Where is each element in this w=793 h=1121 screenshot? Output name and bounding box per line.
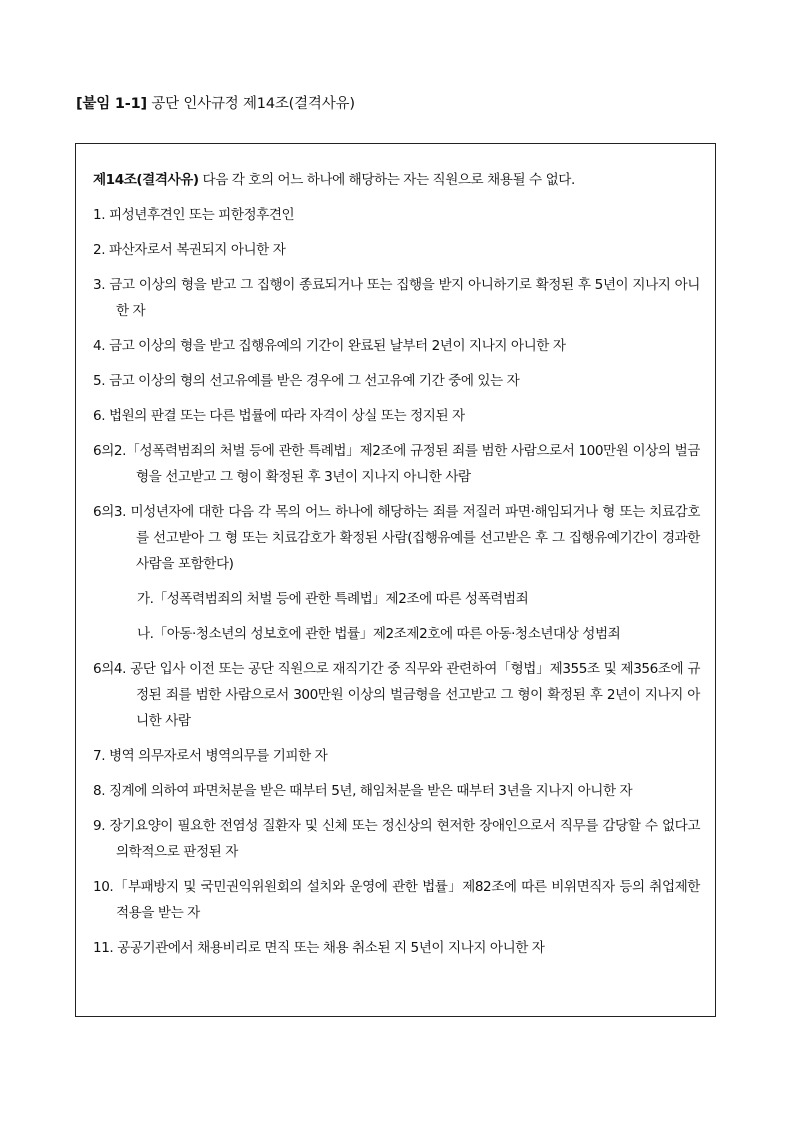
list-item: 8. 징계에 의하여 파면처분을 받은 때부터 5년, 해임처분을 받은 때부터 3년을 지나지 아니한 자: [93, 783, 633, 799]
list-item: 2. 파산자로서 복권되지 아니한 자: [93, 242, 286, 258]
list-item: 6의4. 공단 입사 이전 또는 공단 직원으로 재직기간 중 직무와 관련하여「형법」제355조 및 제356조에 규정된 죄를 범한 사람으로서 300만원 이상의 벌금형을 선고받고 그 형이 확정된 후 2년이 지나지 아니한 사람: [93, 661, 700, 729]
sub-list-item: 나.「아동·청소년의 성보호에 관한 법률」제2조제2호에 따른 아동·청소년대상 성범죄: [137, 626, 621, 642]
list-item: 3. 금고 이상의 형을 받고 그 집행이 종료되거나 또는 집행을 받지 아니하기로 확정된 후 5년이 지나지 아니한 자: [93, 277, 700, 319]
list-item: 6의3. 미성년자에 대한 다음 각 목의 어느 하나에 해당하는 죄를 저질러 파면·해임되거나 형 또는 치료감호를 선고받아 그 형 또는 치료감호가 확정된 사람(집행유예를 선고받은 후 그 집행유예기간이 경과한 사람을 포함한다): [93, 504, 700, 572]
list-item: 6. 법원의 판결 또는 다른 법률에 따라 자격이 상실 또는 정지된 자: [93, 408, 465, 424]
attachment-tag: [붙임 1-1]: [76, 96, 147, 112]
document-heading: [76, 92, 355, 113]
heading-title: 공단 인사규정 제14조(결격사유): [151, 96, 355, 112]
article-intro-text: 다음 각 호의 어느 하나에 해당하는 자는 직원으로 채용될 수 없다.: [202, 172, 575, 188]
article-content: [93, 167, 700, 961]
list-item: 9. 장기요양이 필요한 전염성 질환자 및 신체 또는 정신상의 현저한 장애인으로서 직무를 감당할 수 없다고 의학적으로 판정된 자: [93, 818, 700, 860]
sub-list-item: 가.「성폭력범죄의 처벌 등에 관한 특례법」제2조에 따른 성폭력범죄: [137, 591, 529, 607]
list-item: 7. 병역 의무자로서 병역의무를 기피한 자: [93, 748, 328, 764]
list-item: 1. 피성년후견인 또는 피한정후견인: [93, 207, 295, 223]
article-box: [75, 143, 716, 1017]
list-item: 11. 공공기관에서 채용비리로 면직 또는 채용 취소된 지 5년이 지나지 아니한 자: [93, 940, 545, 956]
list-item: 4. 금고 이상의 형을 받고 집행유예의 기간이 완료된 날부터 2년이 지나지 아니한 자: [93, 338, 566, 354]
list-item: 6의2.「성폭력범죄의 처벌 등에 관한 특례법」제2조에 규정된 죄를 범한 사람으로서 100만원 이상의 벌금형을 선고받고 그 형이 확정된 후 3년이 지나지 아니한 사람: [93, 443, 700, 485]
article-intro: [93, 167, 700, 193]
list-item: 10.「부패방지 및 국민권익위원회의 설치와 운영에 관한 법률」제82조에 따른 비위면직자 등의 취업제한 적용을 받는 자: [93, 879, 700, 921]
article-title: 제14조(결격사유): [93, 172, 199, 188]
list-item: 5. 금고 이상의 형의 선고유예를 받은 경우에 그 선고유예 기간 중에 있는 자: [93, 373, 520, 389]
